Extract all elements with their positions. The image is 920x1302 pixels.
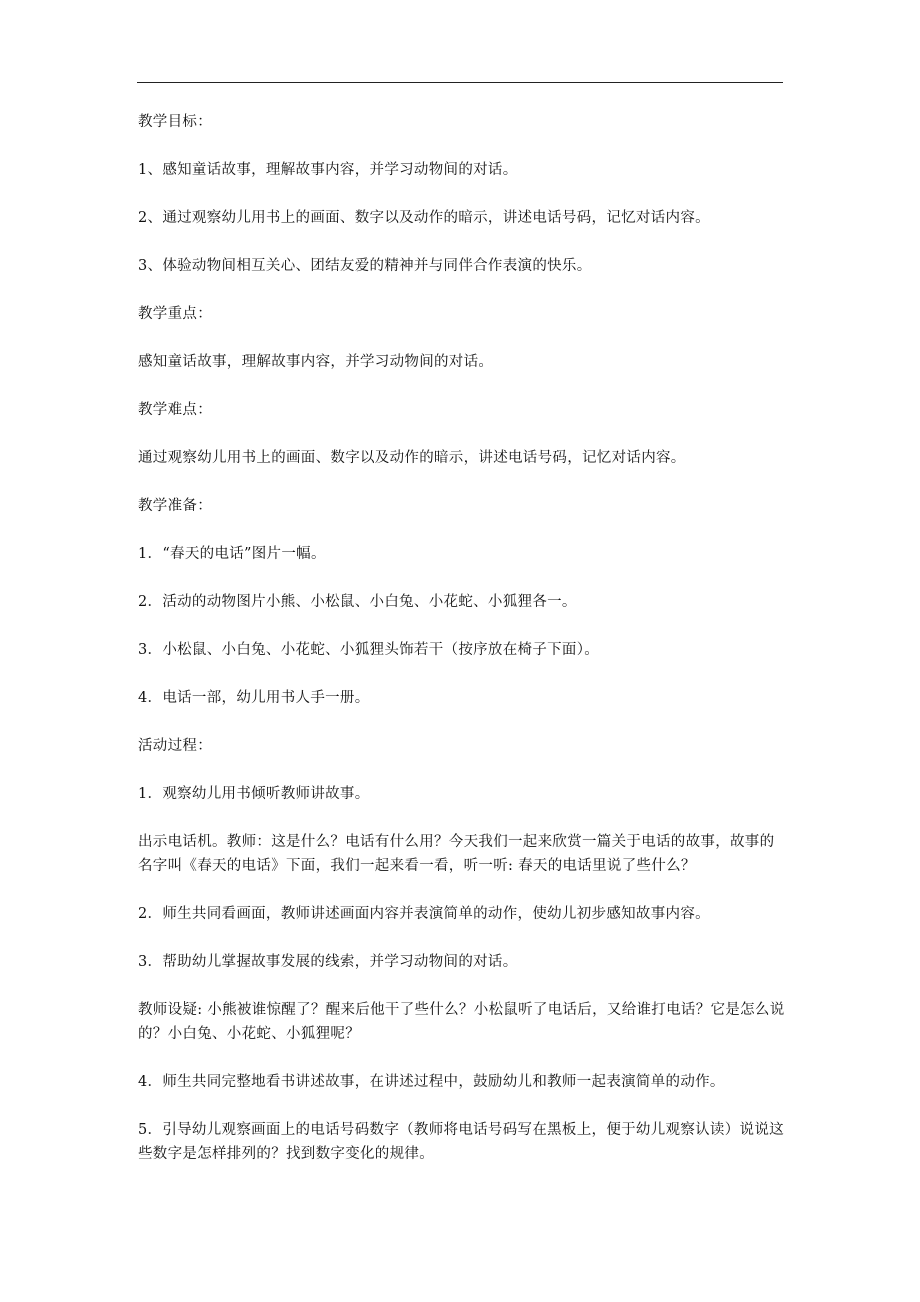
goal-item-1: 1、感知童话故事，理解故事内容，并学习动物间的对话。 <box>138 162 518 178</box>
process-step-5: 5．引导幼儿观察画面上的电话号码数字（教师将电话号码写在黑板上，便于幼儿观察认读）说说这些数字是怎样排列的？找到数字变化的规律。 <box>138 1122 784 1162</box>
heading-key-points: 教学重点： <box>138 306 212 322</box>
process-step-3-detail: 教师设疑: 小熊被谁惊醒了？醒来后他干了些什么？小松鼠听了电话后，又给谁打电话？它是怎么说的？小白兔、小花蛇、小狐狸呢？ <box>138 1002 785 1042</box>
process-step-3: 3．帮助幼儿掌握故事发展的线索，并学习动物间的对话。 <box>138 954 518 970</box>
preparation-item-3: 3．小松鼠、小白兔、小花蛇、小狐狸头饰若干（按序放在椅子下面）。 <box>138 642 600 658</box>
goal-item-2: 2、通过观察幼儿用书上的画面、数字以及动作的暗示，讲述电话号码，记忆对话内容。 <box>138 210 710 226</box>
preparation-item-4: 4．电话一部，幼儿用书人手一册。 <box>138 690 370 706</box>
process-step-2: 2．师生共同看画面，教师讲述画面内容并表演简单的动作，使幼儿初步感知故事内容。 <box>138 906 710 922</box>
preparation-item-1: 1．“春天的电话”图片一幅。 <box>138 546 326 562</box>
heading-activity-process: 活动过程： <box>138 738 212 754</box>
process-step-1: 1．观察幼儿用书倾听教师讲故事。 <box>138 786 370 802</box>
process-step-4: 4．师生共同完整地看书讲述故事，在讲述过程中，鼓励幼儿和教师一起表演简单的动作。 <box>138 1074 725 1090</box>
preparation-item-2: 2．活动的动物图片小熊、小松鼠、小白兔、小花蛇、小狐狸各一。 <box>138 594 577 610</box>
key-point-text: 感知童话故事，理解故事内容，并学习动物间的对话。 <box>138 354 494 370</box>
header-rule <box>137 82 783 83</box>
difficulty-text: 通过观察幼儿用书上的画面、数字以及动作的暗示，讲述电话号码，记忆对话内容。 <box>138 450 686 466</box>
process-step-1-detail: 出示电话机。教师：这是什么？电话有什么用？今天我们一起来欣赏一篇关于电话的故事，故事的名字叫《春天的电话》下面，我们一起来看一看，听一听: 春天的电话里说了些什么？ <box>138 834 775 874</box>
heading-preparation: 教学准备： <box>138 498 212 514</box>
heading-teaching-goals: 教学目标： <box>138 114 212 130</box>
heading-difficulties: 教学难点： <box>138 402 212 418</box>
document-body <box>138 110 786 1166</box>
goal-item-3: 3、体验动物间相互关心、团结友爱的精神并与同伴合作表演的快乐。 <box>138 258 592 274</box>
